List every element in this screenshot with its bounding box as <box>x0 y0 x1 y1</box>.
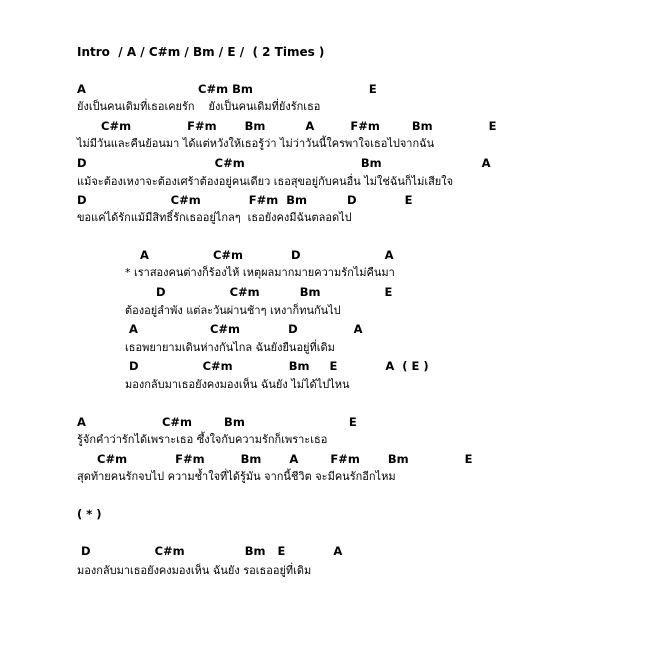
chord-line: A C#m D A <box>129 322 363 336</box>
lyric-line: สุดท้ายคนรักจบไป ความช้ำใจที่ได้รู้มัน จากนี้ชีวิต จะมีคนรักอีกไหม <box>77 470 396 483</box>
chord-line: D C#m Bm E A ( E ) <box>129 359 429 373</box>
lyric-line: มองกลับมาเธอยังคงมองเห็น ฉันยัง รอเธออยู่ที่เดิม <box>77 564 312 577</box>
chord-line: A C#m Bm E <box>77 415 357 429</box>
lyric-line: ขอแค่ได้รักแม้มีสิทธิ์รักเธออยู่ไกลๆ เธอยังคงมีฉันตลอดไป <box>77 211 352 224</box>
intro-line: Intro / A / C#m / Bm / E / ( 2 Times ) <box>77 45 325 59</box>
chord-line: D C#m Bm E <box>156 285 393 299</box>
chord-line: A C#m Bm E <box>77 82 377 96</box>
lyric-line: แม้จะต้องเหงาจะต้องเศร้าต้องอยู่คนเดียว เธอสุขอยู่กับคนอื่น ไม่ใช่ฉันก็ไม่เสียใจ <box>77 175 454 188</box>
lyric-line: ยังเป็นคนเดิมที่เธอเคยรัก ยังเป็นคนเดิมที่ยังรักเธอ <box>77 100 321 113</box>
lyric-line: เธอพยายามเดินห่างกันไกล ฉันยังยืนอยู่ที่เดิม <box>125 341 335 354</box>
lyric-line: รู้จักคำว่ารักได้เพราะเธอ ซึ้งใจกับความรักก็เพราะเธอ <box>77 433 328 446</box>
lyric-line: ต้องอยู่ลำพัง แต่ละวันผ่านช้าๆ เหงาก็ทนกันไป <box>125 304 341 317</box>
chord-line: C#m F#m Bm A F#m Bm E <box>77 452 473 466</box>
chord-line: D C#m Bm E A <box>77 544 343 558</box>
repeat-marker: ( * ) <box>77 507 102 521</box>
lyric-line: * เราสองคนต่างก็ร้องไห้ เหตุผลมากมายความรักไม่คืนมา <box>125 266 395 279</box>
chord-line: D C#m Bm A <box>77 156 491 170</box>
chord-line: A C#m D A <box>140 248 394 262</box>
chord-line: D C#m F#m Bm D E <box>77 193 413 207</box>
lyric-line: มองกลับมาเธอยังคงมองเห็น ฉันยัง ไม่ได้ไปไหน <box>125 378 350 391</box>
chord-line: C#m F#m Bm A F#m Bm E <box>77 119 497 133</box>
lyric-line: ไม่มีวันและคืนย้อนมา ได้แต่หวังให้เธอรู้ว่า ไม่ว่าวันนี้ใครพาใจเธอไปจากฉัน <box>77 137 435 150</box>
